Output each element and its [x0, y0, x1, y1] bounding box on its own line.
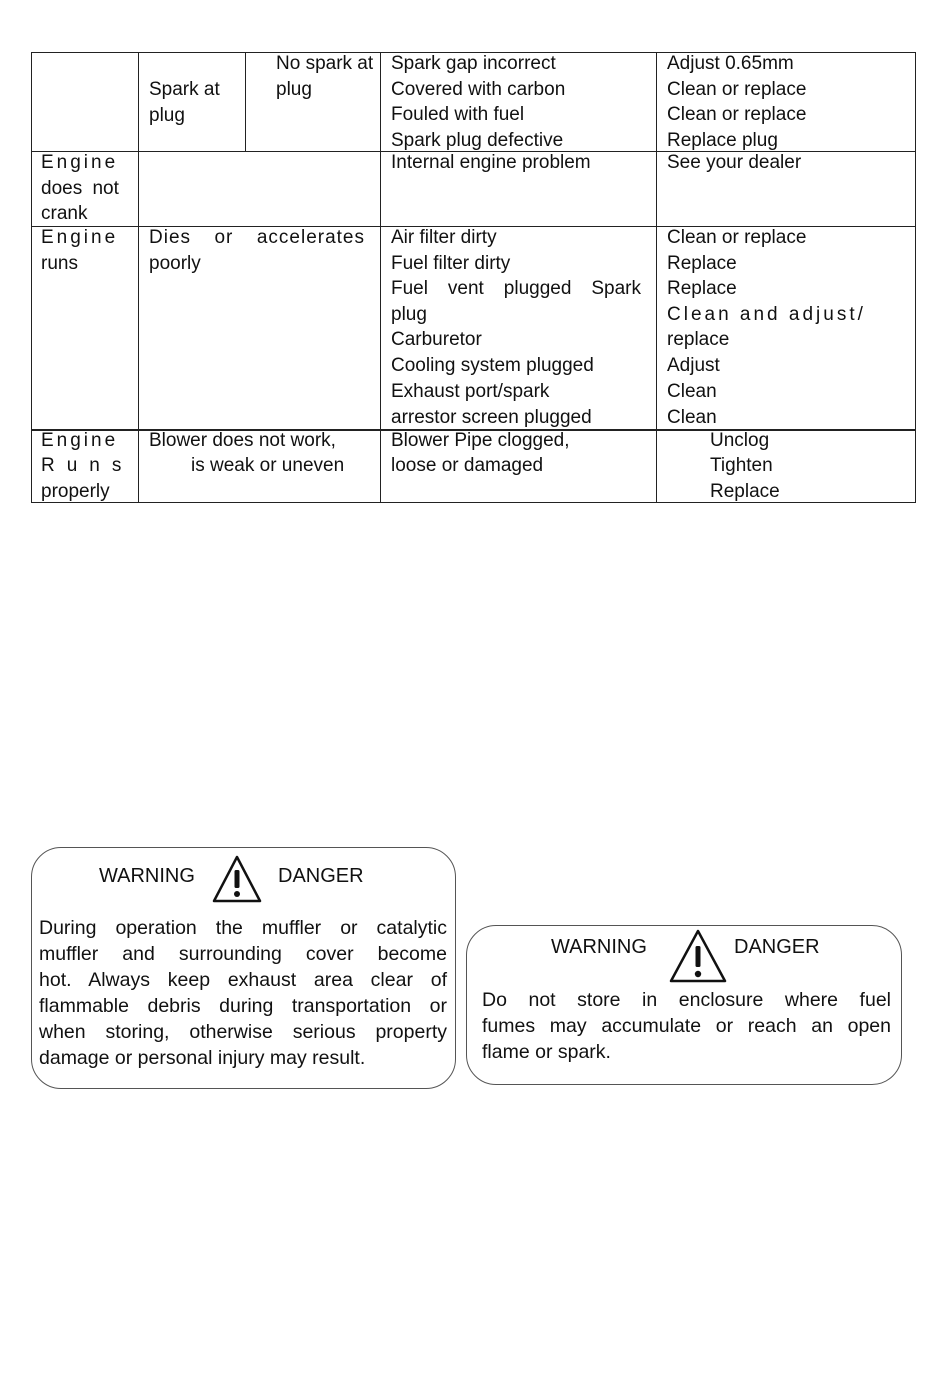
- warning-label: WARNING: [551, 936, 647, 958]
- cause-item: Blower Pipe clogged,: [391, 430, 570, 451]
- table-border: [915, 52, 916, 503]
- remedy-item: Tighten: [710, 455, 773, 476]
- remedy-item: Replace: [710, 481, 780, 502]
- warning-text-line: hot. Always keep exhaust area clear of: [39, 969, 447, 991]
- warning-text-line: flame or spark.: [482, 1041, 611, 1063]
- warning-box-fuel-storage: [466, 925, 902, 1085]
- problem-cell: poorly: [149, 253, 201, 274]
- remedy-item: Clean: [667, 407, 717, 428]
- warning-text: [482, 987, 891, 1065]
- table-border: [656, 52, 657, 503]
- warning-text-line: when storing, otherwise serious property: [39, 1021, 447, 1043]
- cause-item: Internal engine problem: [391, 152, 591, 173]
- remedy-item: Clean or replace: [667, 79, 807, 100]
- remedy-item: See your dealer: [667, 152, 802, 173]
- condition-cell: Engine: [41, 152, 119, 173]
- cause-item: loose or damaged: [391, 455, 544, 476]
- problem-cell: is weak or uneven: [191, 455, 345, 476]
- remedy-item: Clean and adjust/: [667, 304, 866, 325]
- warning-text-line: muffler and surrounding cover become: [39, 943, 447, 965]
- cause-item: Spark gap incorrect: [391, 53, 556, 74]
- warning-triangle-icon: [212, 855, 262, 903]
- warning-label: WARNING: [99, 865, 195, 887]
- remedy-item: Unclog: [710, 430, 770, 451]
- warning-text-line: Do not store in enclosure where fuel: [482, 989, 891, 1011]
- cause-item: Fouled with fuel: [391, 104, 525, 125]
- problem-cause-cell: Spark at plug: [149, 79, 220, 126]
- cause-item: Spark plug defective: [391, 130, 564, 151]
- cause-item: Fuel filter dirty: [391, 253, 511, 274]
- condition-cell: crank: [41, 203, 88, 224]
- table-border: [31, 502, 916, 503]
- warning-text-line: damage or personal injury may result.: [39, 1047, 366, 1069]
- remedy-item: Replace: [667, 253, 737, 274]
- condition-cell: runs: [41, 253, 78, 274]
- warning-text-line: flammable debris during transportation or: [39, 995, 447, 1017]
- condition-cell: properly: [41, 481, 110, 502]
- cause-item: plug: [391, 304, 427, 325]
- cause-item: Carburetor: [391, 329, 482, 350]
- warning-text-line: fumes may accumulate or reach an open: [482, 1015, 891, 1037]
- remedy-item: Adjust 0.65mm: [667, 53, 794, 74]
- remedy-item: Clean or replace: [667, 227, 807, 248]
- sub-cause-cell: No spark at plug: [276, 53, 374, 100]
- danger-label: DANGER: [278, 865, 364, 887]
- condition-cell: Engine: [41, 227, 119, 248]
- problem-cell: Blower does not work,: [149, 430, 336, 451]
- table-border: [380, 52, 381, 503]
- table-border: [138, 52, 139, 503]
- remedy-item: Clean or replace: [667, 104, 807, 125]
- cause-item: Air filter dirty: [391, 227, 497, 248]
- cause-item: Fuel vent plugged Spark: [391, 278, 641, 299]
- cause-item: arrestor screen plugged: [391, 407, 592, 428]
- warning-text: [39, 915, 447, 1071]
- remedy-item: Clean: [667, 381, 717, 402]
- condition-cell: Engine: [41, 430, 119, 451]
- table-border: [245, 52, 246, 152]
- warning-triangle-icon: [669, 929, 727, 983]
- remedy-item: Adjust: [667, 355, 720, 376]
- danger-label: DANGER: [734, 936, 820, 958]
- warning-text-line: During operation the muffler or catalytic: [39, 917, 447, 939]
- condition-cell: does not: [41, 178, 119, 199]
- cause-item: Cooling system plugged: [391, 355, 594, 376]
- warning-box-muffler: [31, 847, 456, 1089]
- problem-cell: Dies or accelerates: [149, 227, 365, 248]
- remedy-item: Replace: [667, 278, 737, 299]
- cause-item: Exhaust port/spark: [391, 381, 550, 402]
- remedy-item: replace: [667, 329, 730, 350]
- remedy-item: Replace plug: [667, 130, 778, 151]
- table-border: [31, 52, 32, 503]
- condition-cell: Runs: [41, 455, 134, 476]
- cause-item: Covered with carbon: [391, 79, 566, 100]
